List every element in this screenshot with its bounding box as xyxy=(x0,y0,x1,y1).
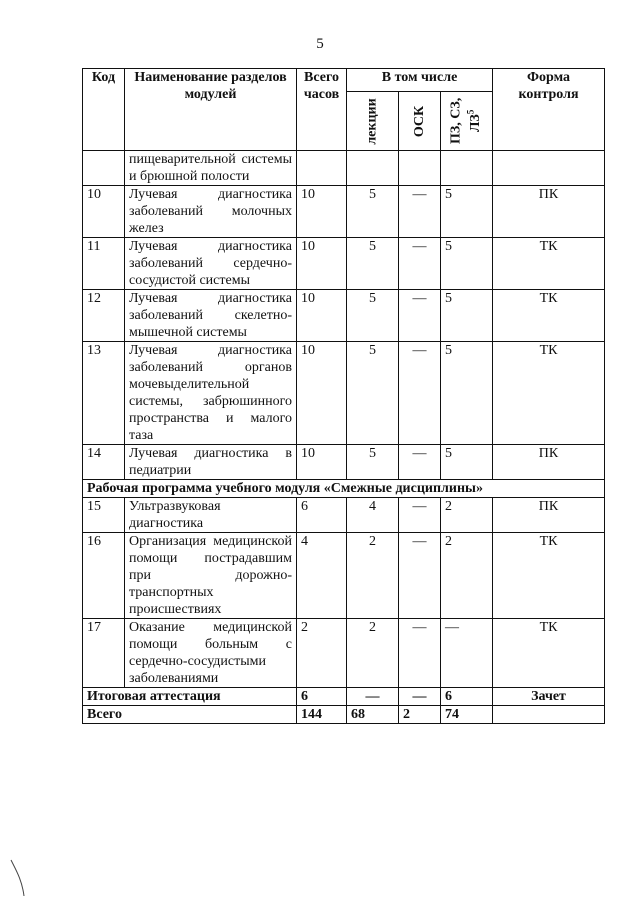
row-form: ТК xyxy=(493,533,605,619)
table-row xyxy=(83,445,605,480)
header-osk: ОСК xyxy=(411,105,427,137)
row-name: пищеварительной системы и брюшной полости xyxy=(125,151,297,186)
row-name: Лучевая диагностика в педиатрии xyxy=(125,445,297,480)
row-osk: — xyxy=(399,186,441,238)
header-pz: ПЗ, СЗ, $ЛЗ^5$ xyxy=(448,97,484,145)
row-total: 10 xyxy=(297,290,347,342)
row-osk: — xyxy=(399,619,441,688)
row-code: 16 xyxy=(83,533,125,619)
row-osk: — xyxy=(399,498,441,533)
row-lectures: 4 xyxy=(347,498,399,533)
row-total: 2 xyxy=(297,619,347,688)
row-pz: 5 xyxy=(441,186,493,238)
grand-total-label: Всего xyxy=(83,706,297,724)
row-lectures: 5 xyxy=(347,238,399,290)
header-including: В том числе xyxy=(347,69,493,92)
row-osk: — xyxy=(399,533,441,619)
row-total xyxy=(297,151,347,186)
final-attestation-label: Итоговая аттестация xyxy=(83,688,297,706)
row-pz: 2 xyxy=(441,498,493,533)
row-pz: 5 xyxy=(441,445,493,480)
row-code: 13 xyxy=(83,342,125,445)
row-lectures: 5 xyxy=(347,290,399,342)
row-osk: — xyxy=(399,238,441,290)
row-form: ПК xyxy=(493,445,605,480)
table-row xyxy=(83,498,605,533)
row-name: Лучевая диагностика заболеваний органов мочевыделительной системы, забрюшинного пространства и малого таза xyxy=(125,342,297,445)
row-code: 14 xyxy=(83,445,125,480)
header-lectures-cell xyxy=(347,92,399,151)
row-lectures: 2 xyxy=(347,619,399,688)
pencil-mark xyxy=(8,858,30,898)
row-code xyxy=(83,151,125,186)
table-row xyxy=(83,238,605,290)
header-name: Наименование разделов модулей xyxy=(125,69,297,151)
final-attestation-form: Зачет xyxy=(493,688,605,706)
final-attestation-lectures: — xyxy=(347,688,399,706)
grand-total-lectures: 68 xyxy=(347,706,399,724)
grand-total-total: 144 xyxy=(297,706,347,724)
row-form: ТК xyxy=(493,290,605,342)
header-form: Форма контроля xyxy=(493,69,605,151)
row-name: Лучевая диагностика заболеваний молочных желез xyxy=(125,186,297,238)
row-pz: 5 xyxy=(441,290,493,342)
header-lectures: лекции xyxy=(365,97,380,145)
row-name: Лучевая диагностика заболеваний сердечно-сосудистой системы xyxy=(125,238,297,290)
grand-total-osk: 2 xyxy=(399,706,441,724)
row-form: ПК xyxy=(493,498,605,533)
row-lectures xyxy=(347,151,399,186)
row-form: ТК xyxy=(493,238,605,290)
table-body-totals xyxy=(83,688,605,724)
curriculum-table xyxy=(82,68,605,724)
row-code: 10 xyxy=(83,186,125,238)
row-name: Оказание медицинской помощи больным с сердечно-сосудистыми заболеваниями xyxy=(125,619,297,688)
table-body-section xyxy=(83,480,605,498)
row-total: 10 xyxy=(297,186,347,238)
row-name: Лучевая диагностика заболеваний скелетно-мышечной системы xyxy=(125,290,297,342)
page-number: 5 xyxy=(316,36,324,52)
row-lectures: 5 xyxy=(347,186,399,238)
final-attestation-osk: — xyxy=(399,688,441,706)
row-code: 17 xyxy=(83,619,125,688)
row-code: 11 xyxy=(83,238,125,290)
row-name: Организация медицинской помощи пострадавшим при дорожно-транспортных происшествиях xyxy=(125,533,297,619)
row-lectures: 5 xyxy=(347,342,399,445)
row-form: ТК xyxy=(493,342,605,445)
table-body-related xyxy=(83,498,605,688)
header-total: Всего часов xyxy=(297,69,347,151)
final-attestation-pz: 6 xyxy=(441,688,493,706)
table-row xyxy=(83,533,605,619)
header-code: Код xyxy=(83,69,125,151)
section-title: Рабочая программа учебного модуля «Смежные дисциплины» xyxy=(83,480,605,498)
row-lectures: 2 xyxy=(347,533,399,619)
row-osk xyxy=(399,151,441,186)
row-total: 10 xyxy=(297,445,347,480)
grand-total-pz: 74 xyxy=(441,706,493,724)
header-osk-cell xyxy=(399,92,441,151)
row-total: 10 xyxy=(297,238,347,290)
row-osk: — xyxy=(399,290,441,342)
row-form xyxy=(493,151,605,186)
header-pz-cell xyxy=(441,92,493,151)
table-row xyxy=(83,151,605,186)
row-code: 15 xyxy=(83,498,125,533)
row-code: 12 xyxy=(83,290,125,342)
section-row xyxy=(83,480,605,498)
row-total: 10 xyxy=(297,342,347,445)
row-total: 6 xyxy=(297,498,347,533)
table-body-main xyxy=(83,151,605,480)
grand-total-row xyxy=(83,706,605,724)
table-row xyxy=(83,290,605,342)
row-osk: — xyxy=(399,342,441,445)
row-lectures: 5 xyxy=(347,445,399,480)
row-osk: — xyxy=(399,445,441,480)
row-form: ПК xyxy=(493,186,605,238)
row-total: 4 xyxy=(297,533,347,619)
row-form: ТК xyxy=(493,619,605,688)
table-row xyxy=(83,619,605,688)
row-pz xyxy=(441,151,493,186)
row-name: Ультразвуковая диагностика xyxy=(125,498,297,533)
grand-total-form xyxy=(493,706,605,724)
final-attestation-total: 6 xyxy=(297,688,347,706)
final-attestation-row xyxy=(83,688,605,706)
row-pz: 5 xyxy=(441,238,493,290)
row-pz: 2 xyxy=(441,533,493,619)
table-row xyxy=(83,342,605,445)
row-pz: — xyxy=(441,619,493,688)
table-row xyxy=(83,186,605,238)
row-pz: 5 xyxy=(441,342,493,445)
